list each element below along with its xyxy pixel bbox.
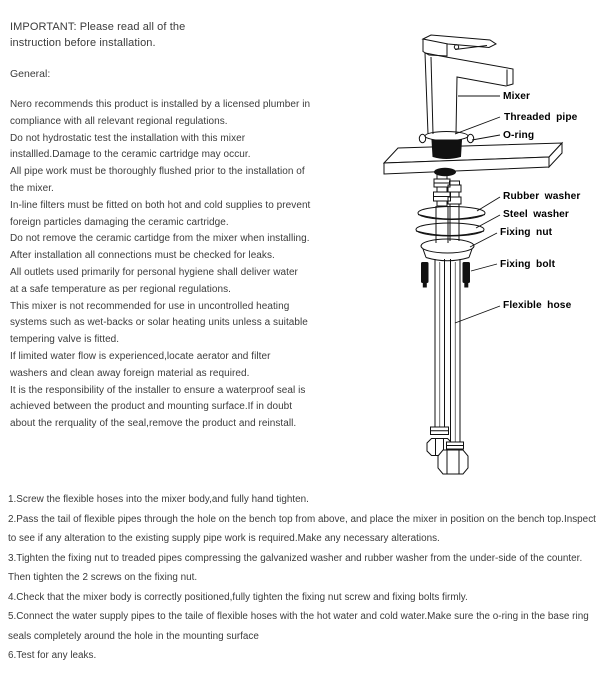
paragraph-line: Do not remove the ceramic cartidge from the mixer when installing. [10,233,310,245]
step-item: 4.Check that the mixer body is correctly positioned,fully tighten the fixing nut screw and fixing bolts firmly. [8,591,468,603]
general-heading: General: [10,68,51,80]
paragraph-line: compliance with all relevant regional regulations. [10,115,228,127]
flexible-hoses-drawing [427,259,468,474]
paragraph-line: at a safe temperature as per regional regulations. [10,283,231,295]
paragraph-line: In-line filters must be fitted on both hot and cold supplies to prevent [10,199,311,211]
step-item: 3.Tighten the fixing nut to treaded pipes compressing the galvanized washer and rubber washer from the under-side of the counter. Then tighten the 2 screws on the fixing nut. [8,552,583,583]
paragraph-line: foreign particles damaging the ceramic cartridge. [10,216,229,228]
step-item: 6.Test for any leaks. [8,650,97,661]
paragraph-line: systems such as wet-backs or solar heating units unless a suitable [10,317,308,329]
paragraph-line: This mixer is not recommended for use in uncontrolled heating [10,300,290,312]
step-item: 1.Screw the flexible hoses into the mixer body,and fully hand tighten. [8,494,309,505]
label-fixing-bolt: Fixing bolt [500,259,556,270]
paragraph-line: If limited water flow is experienced,locate aerator and filter [10,350,271,362]
paragraph-line: Nero recommends this product is installed by a licensed plumber in [10,99,311,110]
paragraph-line: installled.Damage to the ceramic cartridge may occur. [10,149,251,161]
paragraph-line: tempering valve is fitted. [10,334,120,346]
label-flexible-hose: Flexible hose [503,300,572,311]
paragraph-line: After installation all connections must be checked for leaks. [10,250,275,262]
label-o-ring: O-ring [503,130,535,141]
step-item: 2.Pass the tail of flexible pipes through the hole on the bench top from above, and place the mixer in position on the bench top.Inspect to see if any alteration to the existing supply pipe work is required.Make any necessary alterations. [8,513,596,544]
label-steel-washer: Steel washer [503,209,569,220]
paragraph-line: about the rerquality of the seal,remove the product and reinstall. [10,418,297,430]
step-item: 5.Connect the water supply pipes to the taile of flexible hoses with the hot water and cold water.Make sure the o-ring in the base ring seals completely around the hole in the mounting surface [8,611,589,642]
general-paragraph [10,97,310,433]
title-line-2: instruction before installation. [10,36,156,49]
paragraph-line: All pipe work must be thoroughly flushed prior to the installation of [10,166,305,178]
label-threaded-pipe: Threaded pipe [504,112,578,123]
label-fixing-nut: Fixing nut [500,227,553,238]
bench-top-drawing [384,143,562,174]
title-line-1: IMPORTANT: Please read all of the [10,21,186,33]
fixing-bolts-drawing [421,262,470,288]
label-rubber-washer: Rubber washer [503,191,581,202]
paragraph-line: washers and clean away foreign material as required. [10,367,250,379]
document-title [10,20,185,51]
paragraph-line: All outlets used primarily for personal hygiene shall deliver water [10,266,298,278]
label-mixer: Mixer [503,91,531,102]
installation-diagram [383,8,608,490]
paragraph-line: the mixer. [10,182,54,194]
paragraph-line: Do not hydrostatic test the installation with this mixer [10,132,246,144]
paragraph-line: It is the responsibility of the installer to ensure a waterproof seal is [10,384,306,396]
installation-steps [8,490,606,666]
paragraph-line: achieved between the product and mounting surface.If in doubt [10,401,293,413]
